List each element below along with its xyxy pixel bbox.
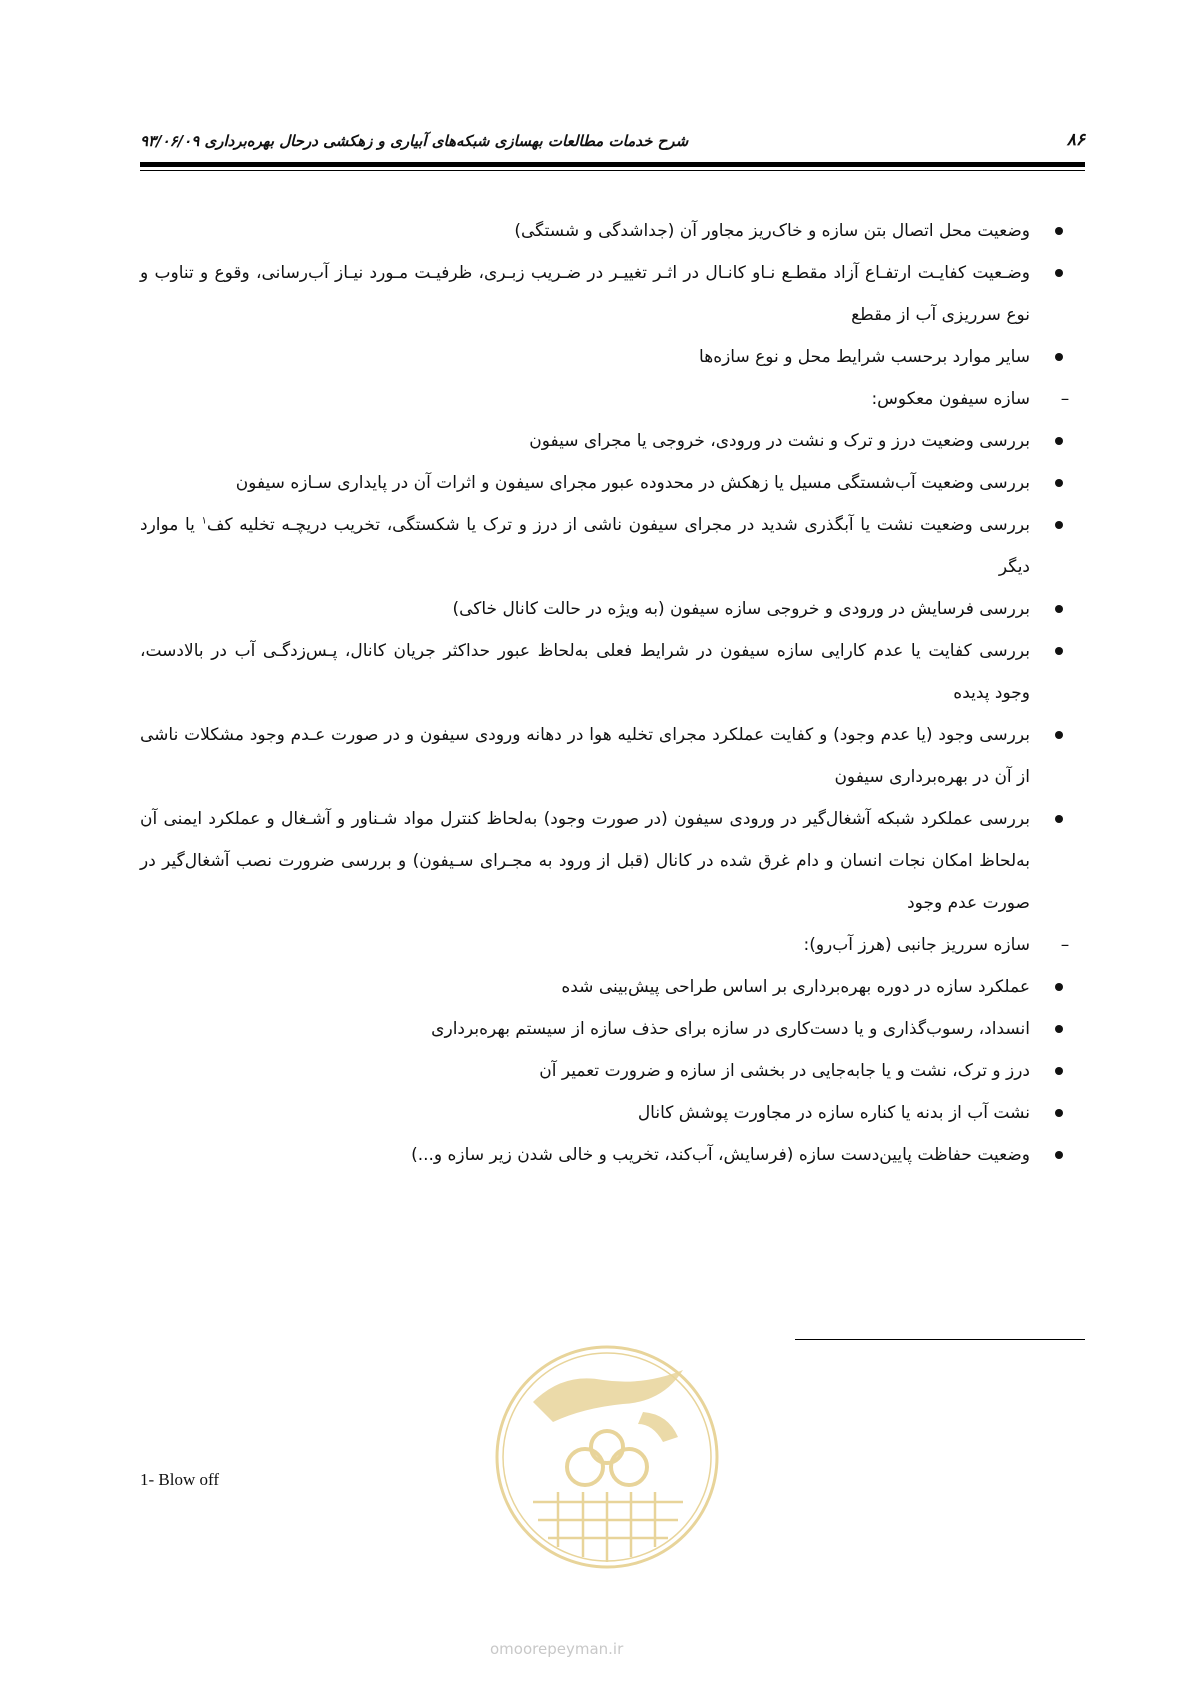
bullet-icon [1055,647,1063,655]
list-item [140,630,1085,714]
bullet-icon [1055,353,1063,361]
list-item-text: وضعیت محل اتصال بتن سازه و خاک‌ریز مجاور آن (جداشدگی و شستگی) [514,221,1030,241]
header-title: شرح خدمات مطالعات بهسازی شبکه‌های آبیاری و زهکشی درحال بهره‌برداری ۹۳/۰۶/۰۹ [140,132,689,150]
list-item-text: وضعیت حفاظت پایین‌دست سازه (فرسایش، آب‌کند، تخریب و خالی شدن زیر سازه و...) [411,1145,1030,1165]
bullet-icon [1055,521,1063,529]
bullet-icon [1055,731,1063,739]
body-content [140,210,1085,1176]
header-rule-thick [140,162,1085,167]
list-item-text: بررسی عملکرد شبکه آشغال‌گیر در ورودی سیفون (در صورت وجود) به‌لحاظ کنترل مواد شـناور و آشـغال و عملکرد ایمنی آن به‌لحاظ امکان نجات انسان و دام غرق شده در کانال (قبل از ورود به مجـرای سـیفون) و بررسی ضرورت نصب آشغال‌گیر در صورت عدم وجود [140,809,1030,913]
list-item-text: وضـعیت کفایـت ارتفـاع آزاد مقطـع نـاو کانـال در اثـر تغییـر در ضـریب زبـری، ظرفیـت مـورد نیـاز آب‌رسانی، وقوع و تناوب و نوع سرریزی آب از مقطع [140,263,1030,325]
bullet-icon [1055,269,1063,277]
list-item-text: بررسی کفایت یا عدم کارایی سازه سیفون در شرایط فعلی به‌لحاظ عبور حداکثر جریان کانال، پـس‌زدگـی آب در بالادست، وجود پدیده [140,641,1030,703]
bullet-list-spillway [140,966,1085,1176]
bullet-icon [1055,1067,1063,1075]
bullet-icon [1055,983,1063,991]
footnote-text: 1- Blow off [140,1470,220,1489]
list-item-text: بررسی وضعیت نشت یا آبگذری شدید در مجرای سیفون ناشی از درز و ترک یا شکستگی، تخریب دریچـه تخلیه کف [206,515,1030,535]
list-item [140,966,1085,1008]
bullet-icon [1055,815,1063,823]
list-item [140,588,1085,630]
list-item [140,462,1085,504]
list-item [140,1050,1085,1092]
page-number: ۸۶ [1066,130,1085,150]
watermark-website: omoorepeyman.ir [490,1640,624,1658]
bullet-list-siphon [140,420,1085,924]
list-item [140,210,1085,252]
bullet-icon [1055,479,1063,487]
list-item-text: انسداد، رسوب‌گذاری و یا دست‌کاری در سازه برای حذف سازه از سیستم بهره‌برداری [431,1019,1030,1039]
list-item-text: عملکرد سازه در دوره بهره‌برداری بر اساس طراحی پیش‌بینی شده [561,977,1030,997]
list-item [140,714,1085,798]
spillway-heading-text: سازه سرریز جانبی (هرز آب‌رو): [803,935,1030,955]
bullet-icon [1055,437,1063,445]
footnote-rule [795,1339,1085,1340]
dash-icon: – [1060,935,1070,955]
watermark-seal-icon [493,1342,721,1572]
list-item-text: درز و ترک، نشت و یا جابه‌جایی در بخشی از سازه و ضرورت تعمیر آن [539,1061,1030,1081]
header-rule-thin [140,170,1085,171]
list-item [140,420,1085,462]
siphon-heading [140,378,1085,420]
bullet-icon [1055,605,1063,613]
siphon-heading-text: سازه سیفون معکوس: [871,389,1030,409]
list-item-text: بررسی فرسایش در ورودی و خروجی سازه سیفون (به ویژه در حالت کانال خاکی) [452,599,1030,619]
bullet-icon [1055,1025,1063,1033]
list-item-text: نشت آب از بدنه یا کناره سازه در مجاورت پوشش کانال [637,1103,1030,1123]
list-item-text: بررسی وضعیت درز و ترک و نشت در ورودی، خروجی یا مجرای سیفون [529,431,1030,451]
list-item-text: سایر موارد برحسب شرایط محل و نوع سازه‌ها [699,347,1030,367]
list-item-text-end: یا موارد دیگر [140,515,1030,577]
list-item [140,252,1085,336]
list-item [140,504,1085,588]
list-item [140,798,1085,924]
spillway-heading [140,924,1085,966]
list-item [140,336,1085,378]
bullet-icon [1055,1109,1063,1117]
list-item [140,1092,1085,1134]
list-item-text: بررسی وجود (یا عدم وجود) و کفایت عملکرد مجرای تخلیه هوا در دهانه ورودی سیفون و در صورت عـدم وجود مشکلات ناشی از آن در بهره‌برداری سیفون [140,725,1030,787]
bullet-icon [1055,227,1063,235]
dash-icon: – [1060,389,1070,409]
footnote-marker: ۱ [201,515,207,527]
list-item [140,1134,1085,1176]
bullet-list-group1 [140,210,1085,378]
bullet-icon [1055,1151,1063,1159]
list-item [140,1008,1085,1050]
list-item-text: بررسی وضعیت آب‌شستگی مسیل یا زهکش در محدوده عبور مجرای سیفون و اثرات آن در پایداری سـازه سیفون [235,473,1030,493]
